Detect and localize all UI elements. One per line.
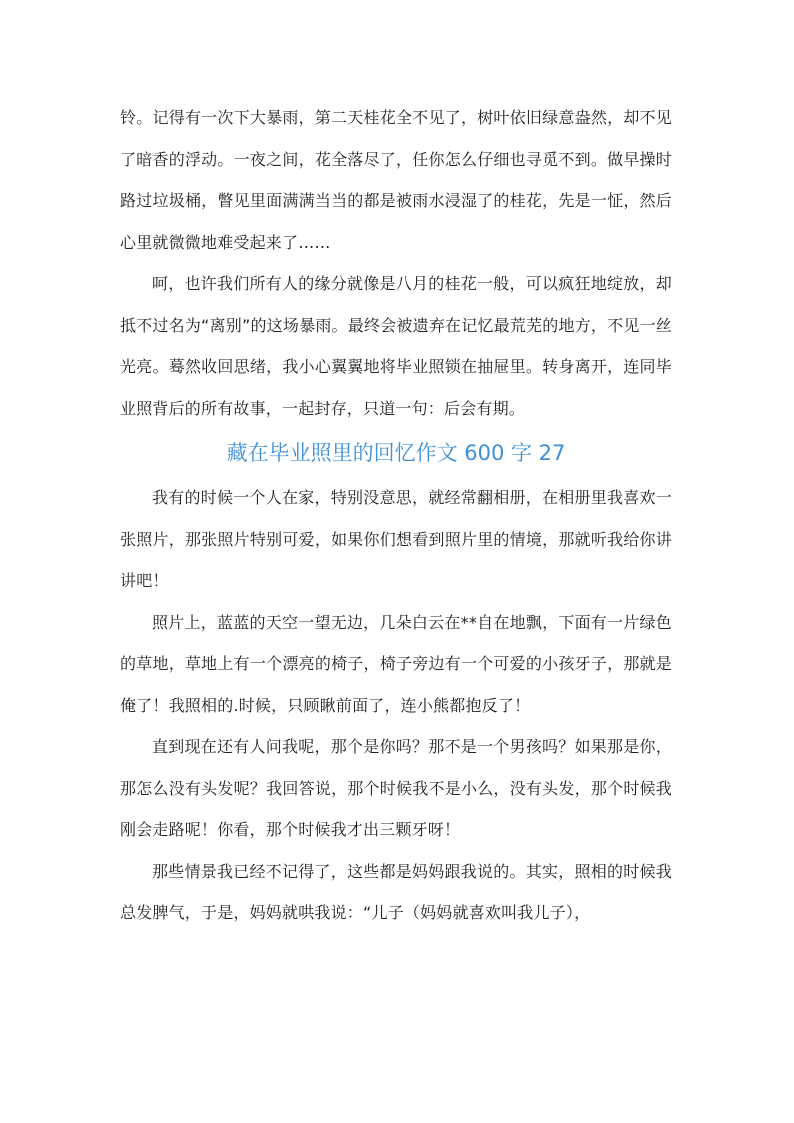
paragraph-1: 铃。记得有一次下大暴雨，第二天桂花全不见了，树叶依旧绿意盎然，却不见了暗香的浮动。一夜之间，花全落尽了，任你怎么仔细也寻觅不到。做早操时路过垃圾桶，瞥见里面满满当当的都是被雨水浸湿了的桂花，先是一怔，然后心里就微微地难受起来了…… <box>120 108 672 252</box>
paragraph-3: 我有的时候一个人在家，特别没意思，就经常翻相册，在相册里我喜欢一张照片，那张照片特别可爱，如果你们想看到照片里的情境，那就听我给你讲讲吧！ <box>120 488 672 590</box>
paragraph-4: 照片上，蓝蓝的天空一望无边，几朵白云在**自在地飘，下面有一片绿色的草地，草地上有一个漂亮的椅子，椅子旁边有一个可爱的小孩牙子，那就是俺了！我照相的.时候，只顾瞅前面了，连小熊都抱反了！ <box>120 612 672 715</box>
paragraph-6: 那些情景我已经不记得了，这些都是妈妈跟我说的。其实，照相的时候我总发脾气，于是，妈妈就哄我说：“儿子（妈妈就喜欢叫我儿子）， <box>120 861 672 922</box>
section-heading: 藏在毕业照里的回忆作文 600 字 27 <box>226 441 566 465</box>
paragraph-5: 直到现在还有人问我呢，那个是你吗？那不是一个男孩吗？如果那是你，那怎么没有头发呢？我回答说，那个时候我不是小么，没有头发，那个时候我刚会走路呢！你看，那个时候我才出三颗牙呀！ <box>120 737 672 839</box>
paragraph-2: 呵，也许我们所有人的缘分就像是八月的桂花一般，可以疯狂地绽放，却抵不过名为“离别”的这场暴雨。最终会被遗弃在记忆最荒芜的地方，不见一丝光亮。蓦然收回思绪，我小心翼翼地将毕业照锁在抽屉里。转身离开，连同毕业照背后的所有故事，一起封存，只道一句：后会有期。 <box>120 274 672 418</box>
document-page <box>120 97 672 934</box>
